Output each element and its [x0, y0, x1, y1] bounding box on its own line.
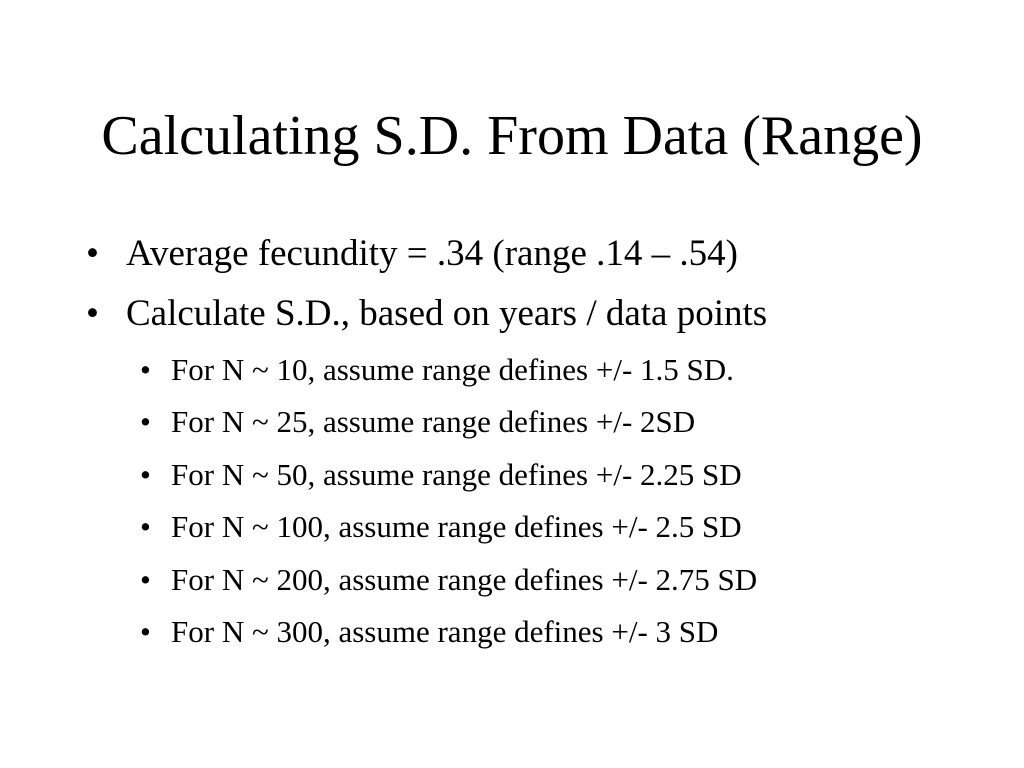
bullet-text: Average fecundity = .34 (range .14 – .54)	[126, 233, 738, 274]
sub-bullet-text: For N ~ 10, assume range defines +/- 1.5 SD.	[171, 352, 734, 387]
bullet-text: Calculate S.D., based on years / data points	[126, 293, 768, 334]
sub-bullet-text: For N ~ 300, assume range defines +/- 3 SD	[171, 614, 719, 650]
sub-bullet-item	[0, 449, 1024, 501]
sub-bullet-item	[0, 501, 1024, 553]
sub-bullet-marker: •	[140, 352, 151, 387]
sub-bullet-item	[0, 606, 1024, 658]
bullet-list	[0, 224, 1024, 658]
sub-bullet-marker: •	[140, 456, 151, 492]
bullet-item	[0, 224, 1024, 284]
bullet-marker: •	[86, 293, 99, 334]
sub-bullet-text: For N ~ 50, assume range defines +/- 2.25 SD	[171, 456, 742, 492]
sub-bullet-text: For N ~ 200, assume range defines +/- 2.75 SD	[171, 561, 758, 597]
bullet-marker: •	[86, 233, 99, 274]
sub-bullet-marker: •	[140, 561, 151, 597]
sub-bullet-item	[0, 554, 1024, 606]
sub-bullet-item	[0, 344, 1024, 396]
sub-bullet-text: For N ~ 100, assume range defines +/- 2.5 SD	[171, 509, 742, 545]
sub-bullet-marker: •	[140, 614, 151, 650]
bullet-item	[0, 284, 1024, 344]
sub-bullet-text: For N ~ 25, assume range defines +/- 2SD	[171, 404, 696, 440]
sub-bullet-item	[0, 396, 1024, 448]
sub-bullet-marker: •	[140, 509, 151, 545]
slide-title: Calculating S.D. From Data (Range)	[101, 105, 923, 167]
sub-bullet-marker: •	[140, 404, 151, 440]
